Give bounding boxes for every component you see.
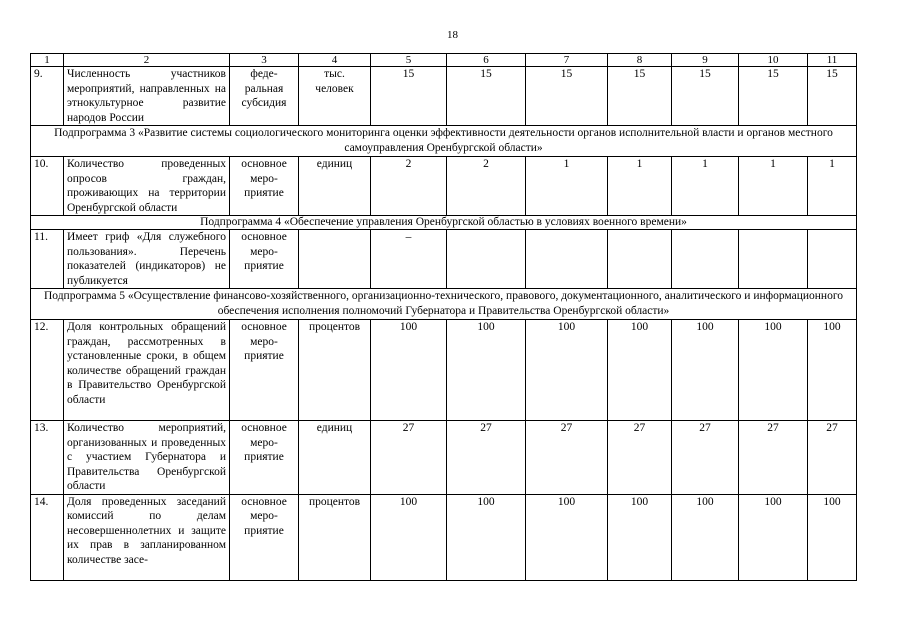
header-cell: 7 <box>526 54 608 67</box>
value-cell: 100 <box>739 320 808 421</box>
value-cell: 15 <box>526 67 608 126</box>
subprogram-title: Подпрограмма 5 «Осуществление финансово-хозяйственного, организационно-технического, правового, документационного, аналитического и информационного обеспечения исполнения полномочий Губернатора и Правительства Оренбургской области» <box>31 289 857 320</box>
table-row <box>31 421 857 495</box>
value-cell: 100 <box>808 494 857 580</box>
value-cell: 100 <box>447 320 526 421</box>
value-cell: 100 <box>526 320 608 421</box>
value-cell <box>672 230 739 289</box>
indicator-name: Доля контрольных обращений граждан, рассмотренных в установленные сроки, в общем количестве обращений граждан в Правительство Оренбургской области <box>64 320 230 421</box>
unit-cell: процентов <box>299 494 371 580</box>
table-row <box>31 67 857 126</box>
subprogram-row <box>31 289 857 320</box>
value-cell <box>526 230 608 289</box>
header-cell: 1 <box>31 54 64 67</box>
value-cell: 15 <box>447 67 526 126</box>
indicator-type: основное меро- приятие <box>230 494 299 580</box>
value-cell: 100 <box>608 494 672 580</box>
header-cell: 4 <box>299 54 371 67</box>
value-cell: 1 <box>739 157 808 216</box>
header-cell: 8 <box>608 54 672 67</box>
indicator-type: основное меро- приятие <box>230 230 299 289</box>
value-cell <box>608 230 672 289</box>
value-cell: 100 <box>608 320 672 421</box>
row-number: 13. <box>31 421 64 495</box>
table-header-row <box>31 54 857 67</box>
value-cell: 100 <box>808 320 857 421</box>
indicator-name: Имеет гриф «Для служебного пользования». Перечень показателей (индикаторов) не публикуется <box>64 230 230 289</box>
value-cell: 100 <box>672 320 739 421</box>
table-row <box>31 494 857 580</box>
value-cell: 27 <box>739 421 808 495</box>
value-cell: 27 <box>608 421 672 495</box>
indicator-type: основное меро- приятие <box>230 421 299 495</box>
value-cell <box>447 230 526 289</box>
subprogram-title: Подпрограмма 3 «Развитие системы социологического мониторинга оценки эффективности деятельности органов исполнительной власти и органов местного самоуправления Оренбургской области» <box>31 126 857 157</box>
value-cell: 27 <box>447 421 526 495</box>
unit-cell: единиц <box>299 421 371 495</box>
value-cell: – <box>371 230 447 289</box>
header-cell: 3 <box>230 54 299 67</box>
header-cell: 9 <box>672 54 739 67</box>
header-cell: 11 <box>808 54 857 67</box>
value-cell: 1 <box>672 157 739 216</box>
subprogram-row <box>31 126 857 157</box>
value-cell: 15 <box>808 67 857 126</box>
value-cell: 100 <box>447 494 526 580</box>
indicator-name: Доля проведенных заседаний комиссий по делам несовершеннолетних и защите их прав в запланированном количестве засе- <box>64 494 230 580</box>
table-row <box>31 157 857 216</box>
unit-cell: единиц <box>299 157 371 216</box>
value-cell: 1 <box>808 157 857 216</box>
value-cell: 1 <box>608 157 672 216</box>
indicators-table <box>30 53 857 581</box>
value-cell: 15 <box>672 67 739 126</box>
row-number: 12. <box>31 320 64 421</box>
table-row <box>31 320 857 421</box>
header-cell: 6 <box>447 54 526 67</box>
header-cell: 2 <box>64 54 230 67</box>
row-number: 9. <box>31 67 64 126</box>
indicator-type: феде- ральная субсидия <box>230 67 299 126</box>
page-number: 18 <box>447 29 458 41</box>
indicator-name: Количество проведенных опросов граждан, проживающих на территории Оренбургской области <box>64 157 230 216</box>
value-cell: 100 <box>371 494 447 580</box>
table-row <box>31 230 857 289</box>
header-cell: 10 <box>739 54 808 67</box>
value-cell: 15 <box>739 67 808 126</box>
value-cell: 100 <box>526 494 608 580</box>
row-number: 10. <box>31 157 64 216</box>
value-cell: 100 <box>672 494 739 580</box>
subprogram-row <box>31 216 857 230</box>
value-cell: 2 <box>447 157 526 216</box>
value-cell: 27 <box>526 421 608 495</box>
indicator-name: Численность участников мероприятий, направленных на этнокультурное развитие народов России <box>64 67 230 126</box>
indicator-type: основное меро- приятие <box>230 320 299 421</box>
header-cell: 5 <box>371 54 447 67</box>
indicator-type: основное меро- приятие <box>230 157 299 216</box>
value-cell: 15 <box>371 67 447 126</box>
value-cell: 100 <box>739 494 808 580</box>
value-cell: 2 <box>371 157 447 216</box>
value-cell: 100 <box>371 320 447 421</box>
value-cell: 27 <box>672 421 739 495</box>
unit-cell: тыс. человек <box>299 67 371 126</box>
unit-cell: процентов <box>299 320 371 421</box>
value-cell <box>739 230 808 289</box>
value-cell: 15 <box>608 67 672 126</box>
row-number: 11. <box>31 230 64 289</box>
value-cell <box>808 230 857 289</box>
value-cell: 27 <box>371 421 447 495</box>
unit-cell <box>299 230 371 289</box>
subprogram-title: Подпрограмма 4 «Обеспечение управления Оренбургской областью в условиях военного времени» <box>31 216 857 230</box>
value-cell: 1 <box>526 157 608 216</box>
value-cell: 27 <box>808 421 857 495</box>
row-number: 14. <box>31 494 64 580</box>
indicator-name: Количество мероприятий, организованных и проведенных с участием Губернатора и Правительства Оренбургской области <box>64 421 230 495</box>
